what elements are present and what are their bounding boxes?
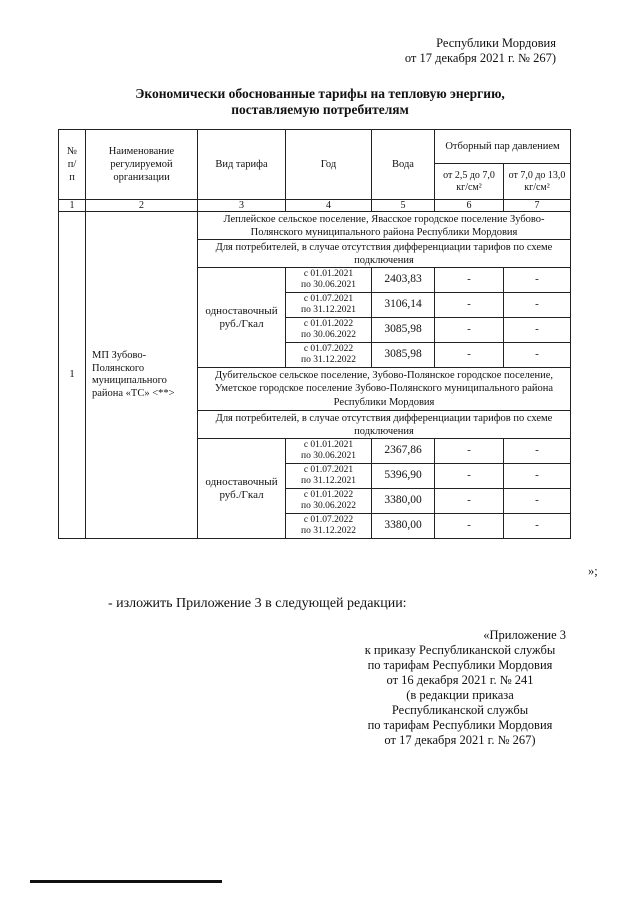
tariff-type-cell: одноставочный руб./Гкал (198, 439, 286, 539)
water-value-cell: 5396,90 (372, 464, 435, 489)
steam1-value-cell: - (435, 464, 504, 489)
amendment-statement: - изложить Приложение 3 в следующей редакции: (108, 596, 407, 611)
appendix-line: Республиканской службы (391, 703, 529, 717)
period-cell: с 01.07.2022 по 31.12.2022 (286, 343, 372, 368)
water-value-cell: 2367,86 (372, 439, 435, 464)
steam2-value-cell: - (504, 293, 571, 318)
column-number: 4 (286, 200, 372, 212)
appendix-line: по тарифам Республики Мордовия (367, 718, 553, 732)
period-cell: с 01.01.2022 по 30.06.2022 (286, 489, 372, 514)
closing-quote: »; (588, 564, 598, 578)
steam2-value-cell: - (504, 343, 571, 368)
tariff-table (58, 129, 571, 539)
steam2-value-cell: - (504, 464, 571, 489)
table-header-row (59, 130, 571, 164)
water-value-cell: 3085,98 (372, 343, 435, 368)
zone-row (59, 212, 571, 240)
steam1-value-cell: - (435, 343, 504, 368)
col-org-header: Наименование регулируемой организации (86, 130, 198, 200)
steam1-value-cell: - (435, 293, 504, 318)
steam1-value-cell: - (435, 439, 504, 464)
row-number-cell: 1 (59, 212, 86, 539)
col-steam-sub1-header: от 2,5 до 7,0 кг/см² (435, 164, 504, 200)
appendix-header (350, 628, 570, 748)
column-number: 7 (504, 200, 571, 212)
column-number: 5 (372, 200, 435, 212)
zone-name-cell: Дубительское сельское поселение, Зубово-Полянское городское поселение, Уметское городское поселение Зубово-Полянского муниципального района Республики Мордовия (198, 368, 571, 411)
title-line: поставляемую потребителям (231, 102, 409, 117)
zone-name-cell: Леплейское сельское поселение, Явасское городское поселение Зубово-Полянского муниципального района Республики Мордовия (198, 212, 571, 240)
steam1-value-cell: - (435, 514, 504, 539)
period-cell: с 01.07.2022 по 31.12.2022 (286, 514, 372, 539)
steam2-value-cell: - (504, 489, 571, 514)
appendix-line: по тарифам Республики Мордовия (367, 658, 553, 672)
col-tariff-type-header: Вид тарифа (198, 130, 286, 200)
period-cell: с 01.01.2021 по 30.06.2021 (286, 268, 372, 293)
steam1-value-cell: - (435, 489, 504, 514)
period-cell: с 01.07.2021 по 31.12.2021 (286, 464, 372, 489)
org-name-cell: МП Зубово-Полянского муниципального района «ТС» <**> (86, 212, 198, 539)
appendix-line: (в редакции приказа (406, 688, 514, 702)
tariff-type-cell: одноставочный руб./Гкал (198, 268, 286, 368)
steam1-value-cell: - (435, 268, 504, 293)
steam2-value-cell: - (504, 439, 571, 464)
column-number: 2 (86, 200, 198, 212)
water-value-cell: 2403,83 (372, 268, 435, 293)
col-steam-sub2-header: от 7,0 до 13,0 кг/см² (504, 164, 571, 200)
period-cell: с 01.01.2022 по 30.06.2022 (286, 318, 372, 343)
footer-rule (30, 880, 222, 883)
appendix-line: к приказу Республиканской службы (364, 643, 556, 657)
column-number: 1 (59, 200, 86, 212)
water-value-cell: 3106,14 (372, 293, 435, 318)
col-num-header: № п/ п (59, 130, 86, 200)
water-value-cell: 3380,00 (372, 489, 435, 514)
col-steam-header: Отборный пар давлением (435, 130, 571, 164)
appendix-line: «Приложение 3 (483, 628, 566, 642)
column-number: 6 (435, 200, 504, 212)
steam2-value-cell: - (504, 514, 571, 539)
period-cell: с 01.01.2021 по 30.06.2021 (286, 439, 372, 464)
col-water-header: Вода (372, 130, 435, 200)
consumers-note-cell: Для потребителей, в случае отсутствия дифференциации тарифов по схеме подключения (198, 411, 571, 439)
column-number: 3 (198, 200, 286, 212)
document-title (80, 86, 560, 118)
header-line: Республики Мордовия (436, 36, 556, 50)
water-value-cell: 3380,00 (372, 514, 435, 539)
column-numbers-row (59, 200, 571, 212)
title-line: Экономически обоснованные тарифы на тепловую энергию, (135, 86, 505, 101)
steam2-value-cell: - (504, 268, 571, 293)
header-line: от 17 декабря 2021 г. № 267) (404, 51, 556, 65)
steam2-value-cell: - (504, 318, 571, 343)
page-header (405, 36, 556, 66)
water-value-cell: 3085,98 (372, 318, 435, 343)
consumers-note-cell: Для потребителей, в случае отсутствия дифференциации тарифов по схеме подключения (198, 240, 571, 268)
steam1-value-cell: - (435, 318, 504, 343)
appendix-line: от 16 декабря 2021 г. № 241 (386, 673, 534, 687)
col-year-header: Год (286, 130, 372, 200)
period-cell: с 01.07.2021 по 31.12.2021 (286, 293, 372, 318)
appendix-line: от 17 декабря 2021 г. № 267) (384, 733, 536, 747)
